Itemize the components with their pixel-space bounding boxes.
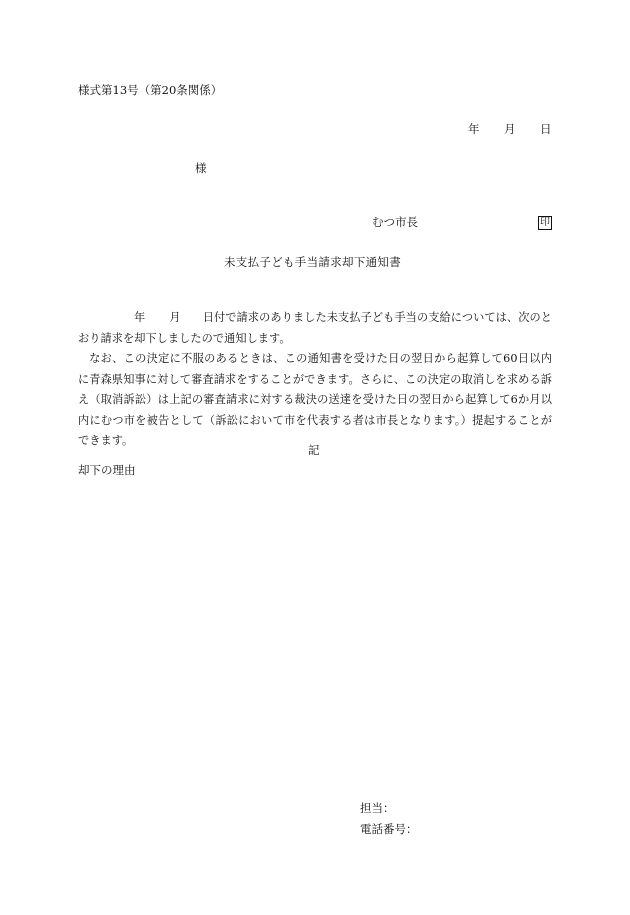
seal-icon: 印 xyxy=(540,217,550,228)
ki-marker: 記 xyxy=(308,443,320,457)
contact-person: 担当： xyxy=(360,801,395,815)
issuer-line xyxy=(372,217,418,229)
para1-month: 月 xyxy=(169,311,181,324)
para1-text: 日付で請求のありました未支払子ども手当の支給については、次のとおり請求を却下しましたので通知します。 xyxy=(78,311,553,345)
paragraph-1 xyxy=(78,308,552,349)
reason-label: 却下の理由 xyxy=(78,463,136,477)
date-month: 月 xyxy=(504,122,516,136)
seal-mark xyxy=(534,216,552,230)
document-title: 未支払子ども手当請求却下通知書 xyxy=(224,255,401,269)
date-day: 日 xyxy=(540,122,552,136)
para1-year: 年 xyxy=(134,311,146,324)
para2-text: なお、この決定に不服のあるときは、この通知書を受けた日の翌日から起算して60日以内に青森県知事に対して審査請求をすることができます。さらに、この決定の取消しを求める訴え（取消訴訟）は上記の審査請求に対する裁決の送達を受けた日の翌日から起算して6か月以内にむつ市を被告として（訴訟において市を代表する者は市長となります。）提起することができます。 xyxy=(78,352,552,447)
issuer-name: むつ市長 xyxy=(372,215,418,229)
addressee-suffix: 様 xyxy=(195,161,207,175)
date-year: 年 xyxy=(468,122,480,136)
paragraph-2 xyxy=(78,349,552,452)
contact-phone: 電話番号： xyxy=(360,822,418,836)
notice-body xyxy=(78,308,552,452)
form-label: 様式第13号（第20条関係） xyxy=(78,83,223,97)
